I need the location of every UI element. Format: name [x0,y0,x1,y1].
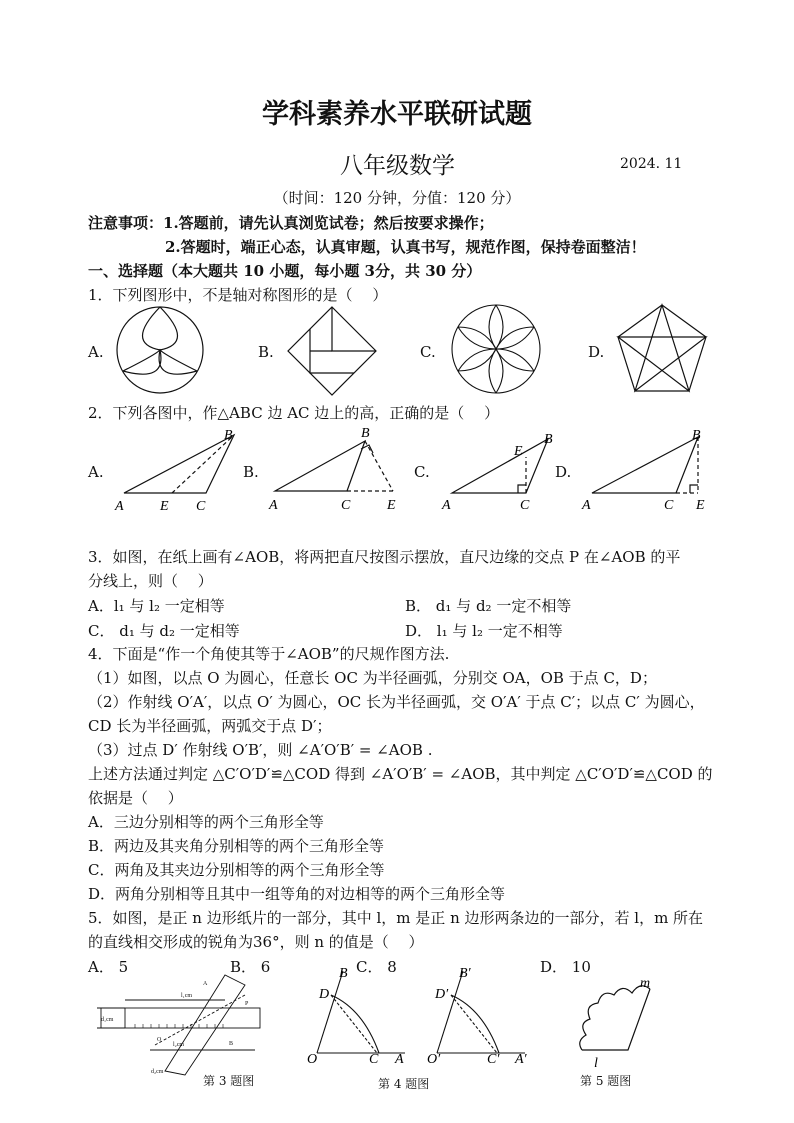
q3-option-d: D． l₁ 与 l₂ 一定不相等 [405,622,563,640]
fig4b-label-d: D′ [435,987,449,1002]
fig3-label-l1: l₁cm [181,993,193,999]
page-title: 学科素养水平联研试题 [262,99,532,130]
q2d-label-a: A [582,498,591,513]
q2-option-c: C. [414,463,430,481]
q2a-label-b: B [224,428,233,443]
q4-line-4: CD 长为半径画弧，两弧交于点 D′； [88,717,332,735]
q4-option-a: A．三边分别相等的两个三角形全等 [88,813,324,831]
fig3-caption: 第 3 题图 [203,1074,255,1088]
q4-line-3: （2）作射线 O′A′，以点 O′ 为圆心，OC 长为半径画弧，交 O′A′ 于点 C′；以点 C′ 为圆心， [88,693,705,711]
q2a-label-c: C [196,499,206,514]
q2d-label-c: C [664,498,674,513]
q2-option-b: B. [243,463,259,481]
q2-option-d: D. [555,463,572,481]
fig4-angle-copy [425,965,540,1065]
q2c-label-b: B [544,432,553,447]
q5-line-2: 的直线相交形成的锐角为36°，则 n 的值是（ ） [88,933,424,951]
q1-option-a: A. [88,343,104,361]
q5-option-a: A． 5 [88,958,129,976]
fig3-label-l2: l₂cm [173,1042,185,1048]
fig4b-label-b: B′ [459,966,471,981]
fig3-label-d2: d₂cm [151,1069,164,1075]
q2a-label-a: A [115,499,124,514]
q1-figure-c [450,303,542,395]
q1-figure-d [615,303,709,395]
q5-option-b: B． 6 [230,958,271,976]
q3-stem-2: 分线上，则（ ） [88,572,213,590]
q5-option-d: D． 10 [540,958,591,976]
fig3-rulers [95,975,270,1075]
fig4-label-o: O [307,1052,318,1067]
fig3-label-d1: d₁cm [101,1017,114,1023]
q2-figure-c [440,425,570,515]
q2-figure-d [578,425,718,515]
q2b-label-a: A [269,498,278,513]
q2c-label-c: C [520,498,530,513]
fig5-label-l: l [594,1056,598,1071]
q2c-label-a: A [442,498,451,513]
notes-label: 注意事项： [88,214,164,232]
fig5-polygon-piece [570,975,670,1070]
notes-text-1: 1.答题前，请先认真浏览试卷；然后按要求操作； [163,214,494,232]
fig4-label-b: B [339,966,348,981]
q2b-label-b: B [361,426,370,441]
q5-line-1: 5．如图，是正 n 边形纸片的一部分，其中 l，m 是正 n 边形两条边的一部分，若 l，m 所在 [88,909,704,927]
q2-option-a: A. [88,463,104,481]
notes-line-2: 2.答题时，端正心态，认真审题，认真书写，规范作图，保持卷面整洁！ [165,238,646,256]
q4-line-6: 上述方法通过判定 △C′O′D′≌△COD 得到 ∠A′O′B′ = ∠AOB，其中判定 △C′O′D′≌△COD 的 [88,765,713,783]
q1-option-d: D. [588,343,605,361]
q4-line-2: （1）如图，以点 O 为圆心，任意长 OC 为半径画弧，分别交 OA，OB 于点 C，D； [88,669,657,687]
time-info: （时间：120 分钟，分值：120 分） [273,189,521,207]
q4-option-d: D．两角分别相等且其中一组等角的对边相等的两个三角形全等 [88,885,506,903]
q3-option-b: B． d₁ 与 d₂ 一定不相等 [405,597,572,615]
q2b-label-c: C [341,498,351,513]
q3-stem-1: 3．如图，在纸上画有∠AOB，将两把直尺按图示摆放，直尺边缘的交点 P 在∠AOB 的平 [88,548,681,566]
fig3-label-b: B [229,1041,234,1047]
page-subtitle: 八年级数学 [340,153,455,179]
fig3-label-a: A [203,981,208,987]
q4-line-5: （3）过点 D′ 作射线 O′B′，则 ∠A′O′B′ = ∠AOB . [88,741,433,759]
fig4-angle-aob [305,965,415,1065]
fig5-caption: 第 5 题图 [580,1074,632,1088]
q2d-label-e: E [696,498,705,513]
q1-stem: 1．下列图形中，不是轴对称图形的是（ ） [88,286,388,304]
q4-line-1: 4．下面是“作一个角使其等于∠AOB”的尺规作图方法. [88,645,450,663]
q2-stem: 2．下列各图中，作△ABC 边 AC 边上的高，正确的是（ ） [88,404,500,422]
q1-figure-a [115,305,205,395]
q5-option-c: C． 8 [356,958,397,976]
q2c-label-e: E [514,444,523,459]
fig4-caption: 第 4 题图 [378,1077,430,1091]
q1-option-c: C. [420,343,436,361]
fig4b-label-o: O′ [427,1052,441,1067]
exam-date: 2024. 11 [620,156,683,172]
q2-figure-a [110,425,250,515]
q3-option-a: A．l₁ 与 l₂ 一定相等 [88,597,225,615]
q2d-label-b: B [692,428,701,443]
fig5-label-m: m [640,976,651,991]
q2b-label-e: E [387,498,396,513]
section-heading: 一、选择题（本大题共 10 小题，每小题 3分，共 30 分） [88,262,482,280]
q4-line-7: 依据是（ ） [88,789,183,807]
notes-line-1 [88,212,494,233]
fig4-label-c: C [369,1052,379,1067]
fig4-label-d: D [319,987,330,1002]
fig4b-label-c: C′ [487,1052,500,1067]
fig4-label-a: A [395,1052,404,1067]
fig4b-label-a: A′ [515,1052,527,1067]
fig3-label-p: P [245,1001,249,1007]
fig3-label-o: O [157,1037,162,1043]
q3-option-c: C． d₁ 与 d₂ 一定相等 [88,622,240,640]
q1-figure-b [286,305,378,397]
q2-figure-b [265,425,415,515]
q4-option-b: B．两边及其夹角分别相等的两个三角形全等 [88,837,385,855]
q4-option-c: C．两角及其夹边分别相等的两个三角形全等 [88,861,385,879]
q2a-label-e: E [160,499,169,514]
q1-option-b: B. [258,343,274,361]
